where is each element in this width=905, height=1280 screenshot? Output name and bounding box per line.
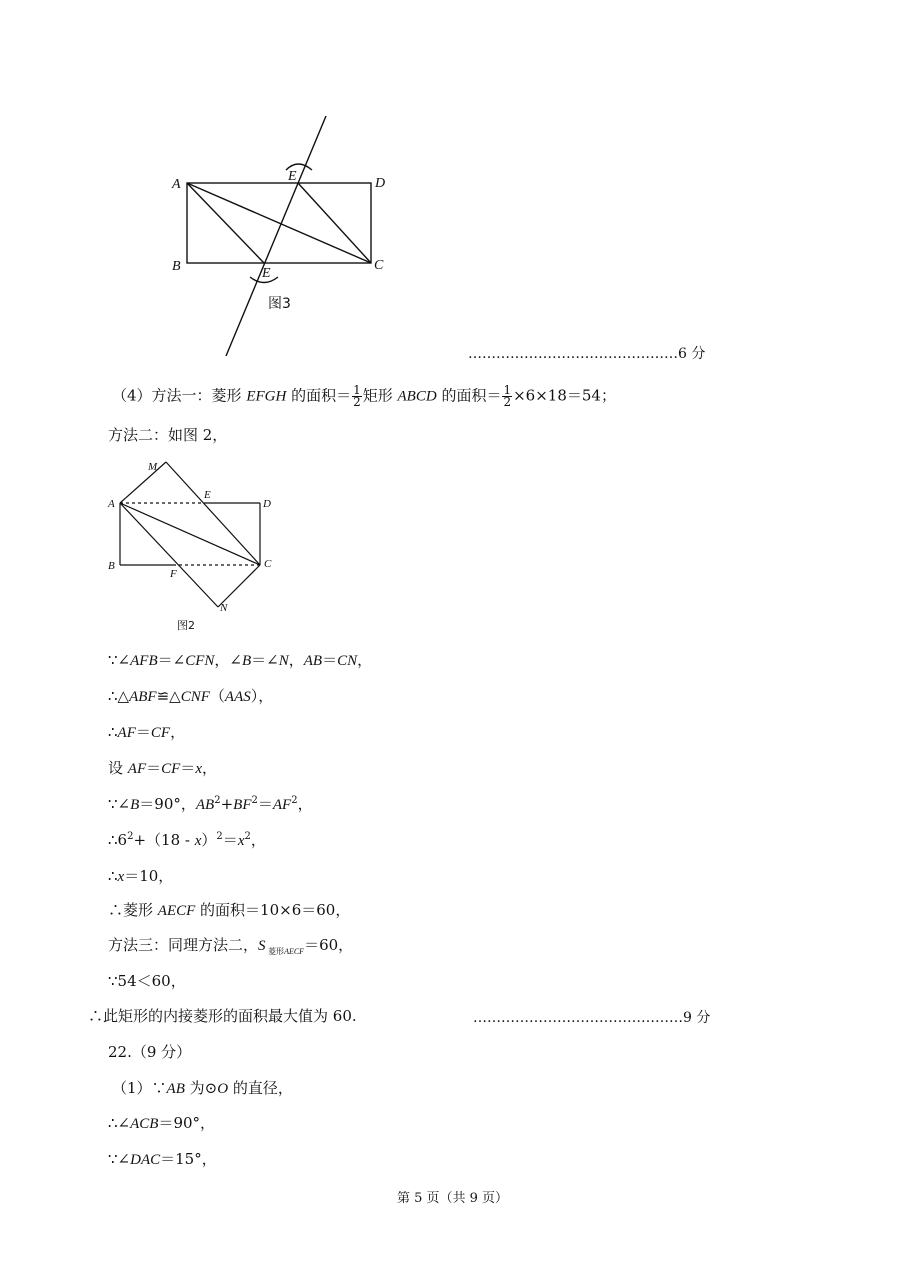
step-6: $\therefore 6^2+(18 - x)^2=x^2$， xyxy=(108,831,266,849)
segment-af xyxy=(187,183,264,263)
perpendicular-bisector xyxy=(226,116,326,356)
method3: 方法三：同理方法二，S $_{菱形AECF}$＝60， xyxy=(108,936,354,956)
score-6: ………………………………………6 分 xyxy=(468,346,706,362)
figure-3 xyxy=(160,110,400,360)
segment-am xyxy=(120,462,166,503)
fraction-half-1: $\frac{1}{2}$ xyxy=(353,383,361,409)
conclusion: ∴此矩形的内接菱形的面积最大值为 60. xyxy=(88,1007,357,1025)
part4-method1: （4）方法一：菱形 EFGH 的面积＝ $\frac{1}{2}$ 矩形 ABCD 的面积＝ $\frac{1}{2}$ ×6×18＝54； xyxy=(112,383,616,409)
label-a: A xyxy=(172,177,181,192)
label-e-top: E xyxy=(288,169,297,184)
step-3: ∴AF＝CF， xyxy=(108,723,186,741)
label-e-bottom: E xyxy=(262,266,271,281)
label-a: A xyxy=(108,498,115,510)
diagonal-ac xyxy=(187,183,371,263)
comparison: ∵54＜60， xyxy=(108,972,186,990)
page-footer: 第 5 页（共 9 页） xyxy=(396,1191,509,1206)
step-7: ∴x＝10， xyxy=(108,867,174,885)
score-9: ………………………………………9 分 xyxy=(473,1010,711,1026)
label-c: C xyxy=(264,558,272,570)
step-5: ∵∠B＝90°，$AB^2+BF^2=AF^2$， xyxy=(108,795,313,813)
step-2: ∴△ABF≌△CNF（AAS）， xyxy=(108,687,274,705)
step-8: ∴菱形 AECF 的面积＝10×6＝60， xyxy=(108,901,351,919)
segment-mc xyxy=(166,462,260,565)
segment-ec xyxy=(298,183,371,263)
q22-line-3: ∵∠DAC＝15°， xyxy=(108,1150,217,1168)
figure-2 xyxy=(100,455,290,635)
label-f: F xyxy=(170,568,177,580)
label-m: M xyxy=(148,461,158,473)
q22-line-2: ∴∠ACB＝90°， xyxy=(108,1114,216,1132)
figure-3-caption: 图3 xyxy=(268,296,291,312)
figure-2-caption: 图2 xyxy=(177,619,195,632)
label-c: C xyxy=(374,258,384,273)
q22-line-1: （1）∵AB 为⊙O 的直径， xyxy=(112,1079,293,1097)
segment-nc xyxy=(218,565,260,607)
q22-title: 22.（9 分） xyxy=(108,1043,192,1061)
step-1: ∵∠AFB＝∠CFN，∠B＝∠N，AB＝CN， xyxy=(108,651,373,669)
label-b: B xyxy=(108,560,115,572)
diagonal-ac xyxy=(120,503,260,565)
fraction-half-2: $\frac{1}{2}$ xyxy=(503,383,512,409)
label-n: N xyxy=(220,602,228,614)
label-e: E xyxy=(204,489,211,501)
method2-intro: 方法二：如图 2， xyxy=(108,426,228,444)
label-d: D xyxy=(263,498,271,510)
label-b: B xyxy=(172,259,181,274)
label-d: D xyxy=(375,176,386,191)
segment-an xyxy=(120,503,218,607)
step-4: 设 AF＝CF＝x， xyxy=(108,759,217,777)
